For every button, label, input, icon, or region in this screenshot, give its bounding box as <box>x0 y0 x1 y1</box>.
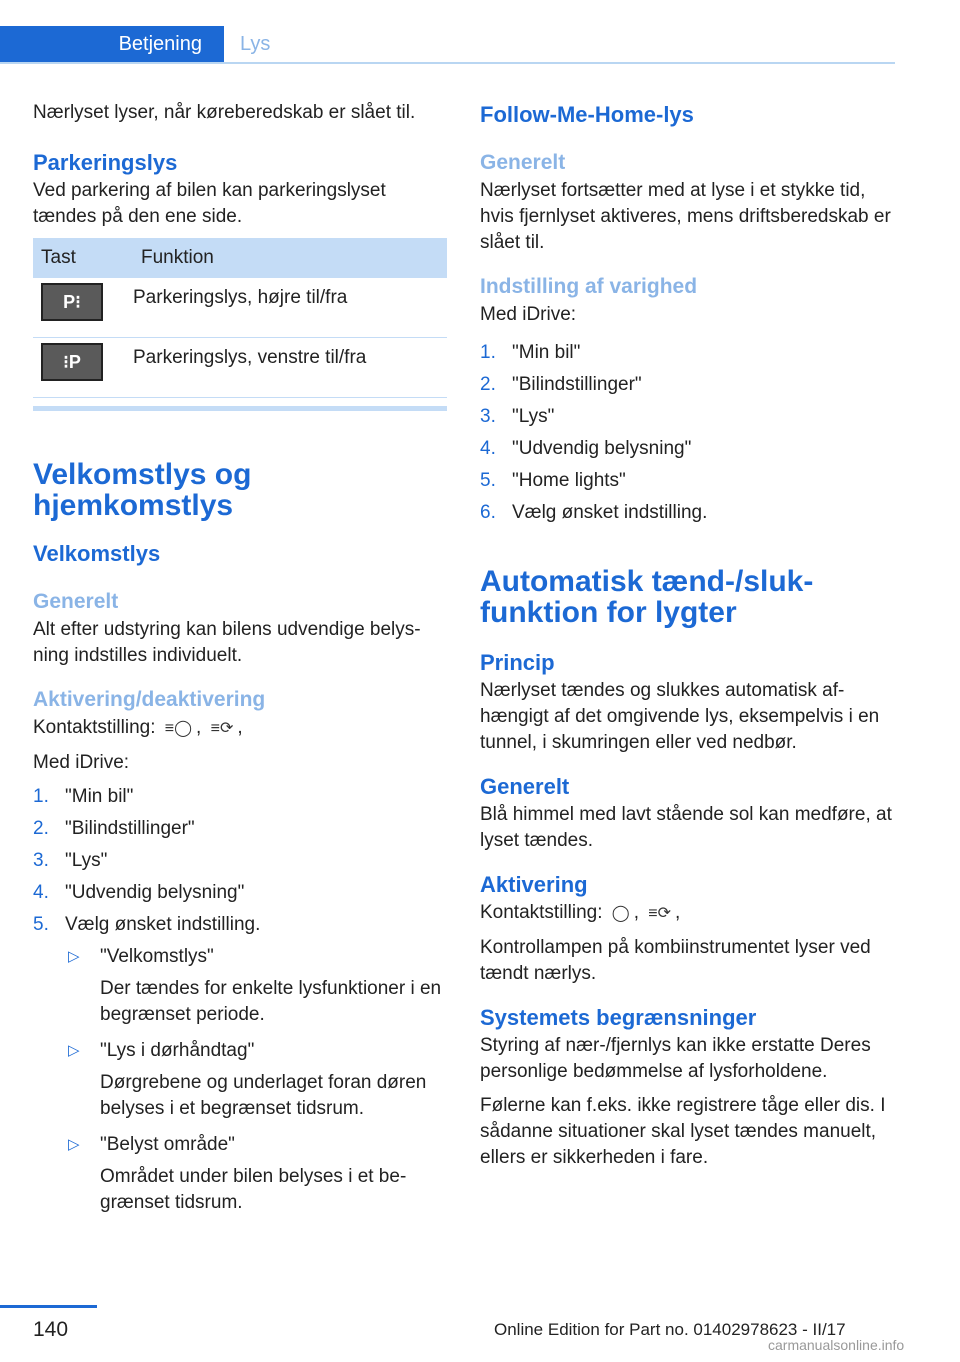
watermark: carmanualsonline.info <box>768 1337 905 1353</box>
contact-label: Kontaktstilling: <box>33 717 156 738</box>
list-item <box>33 912 447 1216</box>
triangle-icon: ▷ <box>68 1136 80 1153</box>
principle-heading: Princip <box>480 650 555 675</box>
idrive-label: Med iDrive: <box>33 752 130 773</box>
left-column <box>33 100 447 1226</box>
tab-betjening[interactable]: Betjening <box>0 26 224 62</box>
section-title-welcome: Velkomstlys og hjemkomstlys <box>33 458 252 522</box>
general-heading: Generelt <box>33 590 119 613</box>
idrive-label: Med iDrive: <box>480 304 577 325</box>
step-number: 1. <box>480 342 496 363</box>
separator: , <box>196 717 202 738</box>
option-title: "Lys i dørhåndtag" <box>100 1040 255 1061</box>
page-number: 140 <box>33 1318 69 1341</box>
engine-running-icon: ≡⟳ <box>648 905 672 922</box>
duration-heading: Indstilling af varighed <box>480 275 698 298</box>
header-bar <box>0 0 895 64</box>
step-text: Vælg ønsket indstilling. <box>65 914 261 935</box>
table-row <box>33 338 447 398</box>
table-row <box>33 278 447 338</box>
contact-line <box>33 715 447 742</box>
list-item <box>480 372 900 398</box>
table-divider <box>33 406 447 411</box>
step-number: 4. <box>480 438 496 459</box>
parking-text: Ved parkering af bilen kan parkeringslyset tændes på den ene side. <box>33 180 386 227</box>
limits-heading: Systemets begrænsninger <box>480 1005 757 1030</box>
list-item <box>33 880 447 906</box>
separator: , <box>633 902 639 923</box>
step-number: 5. <box>33 914 49 935</box>
option-item <box>65 944 447 1028</box>
list-item <box>480 340 900 366</box>
parking-table <box>33 238 447 398</box>
activation-text: Kontrollampen på kombiinstrumentet lyser ved tændt nærlys. <box>480 937 871 984</box>
intro-text: Nærlyset lyser, når køreberedskab er slået til. <box>33 102 416 123</box>
ignition-off-icon: ◯ <box>611 905 630 922</box>
step-number: 3. <box>33 850 49 871</box>
tab-lys[interactable]: Lys <box>240 32 271 55</box>
option-item <box>65 1038 447 1122</box>
table-cell-function: Parkeringslys, venstre til/fra <box>133 338 447 398</box>
step-text: "Lys" <box>65 850 108 871</box>
step-text: "Lys" <box>512 406 555 427</box>
table-header-key: Tast <box>33 238 133 278</box>
step-number: 2. <box>33 818 49 839</box>
list-item <box>33 816 447 842</box>
table-cell-function: Parkeringslys, højre til/fra <box>133 278 447 338</box>
list-item <box>480 500 900 526</box>
separator: , <box>675 902 681 923</box>
parking-heading: Parkeringslys <box>33 150 178 175</box>
option-title: "Belyst område" <box>100 1134 235 1155</box>
option-text: Dørgrebene og underlaget foran døren belyses i et begrænset tidsrum. <box>100 1072 427 1119</box>
parking-light-right-icon: P⁝ <box>41 283 103 321</box>
engine-running-icon: ≡⟳ <box>210 720 234 737</box>
table-header-function: Funktion <box>133 238 447 278</box>
list-item <box>33 784 447 810</box>
step-number: 2. <box>480 374 496 395</box>
general2-text: Blå himmel med lavt stående sol kan medføre, at lyset tændes. <box>480 804 892 851</box>
activation-heading: Aktivering/deaktivering <box>33 688 266 711</box>
list-item <box>33 848 447 874</box>
step-text: "Min bil" <box>512 342 581 363</box>
step-text: "Bilindstillinger" <box>512 374 642 395</box>
welcome-heading: Velkomstlys <box>33 541 161 566</box>
step-text: "Bilindstillinger" <box>65 818 195 839</box>
step-text: "Min bil" <box>65 786 134 807</box>
contact-label: Kontaktstilling: <box>480 902 603 923</box>
list-item <box>480 468 900 494</box>
general-text: Alt efter udstyring kan bilens udvendige belysning indstilles individuelt. <box>33 619 421 666</box>
triangle-icon: ▷ <box>68 1042 80 1059</box>
principle-text: Nærlyset tændes og slukkes automatisk afhængigt af det omgivende lys, eksempelvis i en tunnel, i skumringen eller ved nedbør. <box>480 680 880 753</box>
section-title-auto: Automatisk tænd-/slukfunktion for lygter <box>480 565 814 629</box>
step-text: "Udvendig belysning" <box>512 438 692 459</box>
option-item <box>65 1132 447 1216</box>
options-list <box>65 944 447 1216</box>
parking-light-left-icon: ⁝P <box>41 343 103 381</box>
ignition-on-icon: ≡◯ <box>164 720 193 737</box>
step-number: 5. <box>480 470 496 491</box>
option-text: Der tændes for enkelte lysfunktioner i en begrænset periode. <box>100 978 442 1025</box>
steps-list <box>33 784 447 1216</box>
limits-text-2: Følerne kan f.eks. ikke registrere tåge eller dis. I sådanne situationer skal lyset tændes manuelt, ellers er sikkerheden i fare. <box>480 1095 886 1168</box>
fmh-heading: Follow-Me-Home-lys <box>480 102 694 127</box>
right-column <box>480 100 900 1179</box>
general-heading: Generelt <box>480 151 566 174</box>
option-text: Området under bilen belyses i et begrænset tidsrum. <box>100 1166 407 1213</box>
activation-heading: Aktivering <box>480 872 588 897</box>
separator: , <box>237 717 243 738</box>
step-text: Vælg ønsket indstilling. <box>512 502 708 523</box>
steps-list <box>480 340 900 526</box>
general2-heading: Generelt <box>480 774 570 799</box>
step-text: "Home lights" <box>512 470 626 491</box>
list-item <box>480 436 900 462</box>
step-text: "Udvendig belysning" <box>65 882 245 903</box>
general-text: Nærlyset fortsætter med at lyse i et stykke tid, hvis fjernlyset aktiveres, mens driftsberedskab er slået til. <box>480 180 891 253</box>
option-title: "Velkomstlys" <box>100 946 214 967</box>
triangle-icon: ▷ <box>68 948 80 965</box>
contact-line <box>480 900 900 927</box>
step-number: 6. <box>480 502 496 523</box>
list-item <box>480 404 900 430</box>
footer-line <box>0 1305 97 1308</box>
step-number: 3. <box>480 406 496 427</box>
step-number: 1. <box>33 786 49 807</box>
edition-text: Online Edition for Part no. 01402978623 - II/17 <box>494 1320 846 1339</box>
step-number: 4. <box>33 882 49 903</box>
limits-text-1: Styring af nær-/fjernlys kan ikke erstatte Deres personlige bedømmelse af lysforholdene. <box>480 1035 871 1082</box>
table-header-row <box>33 238 447 278</box>
